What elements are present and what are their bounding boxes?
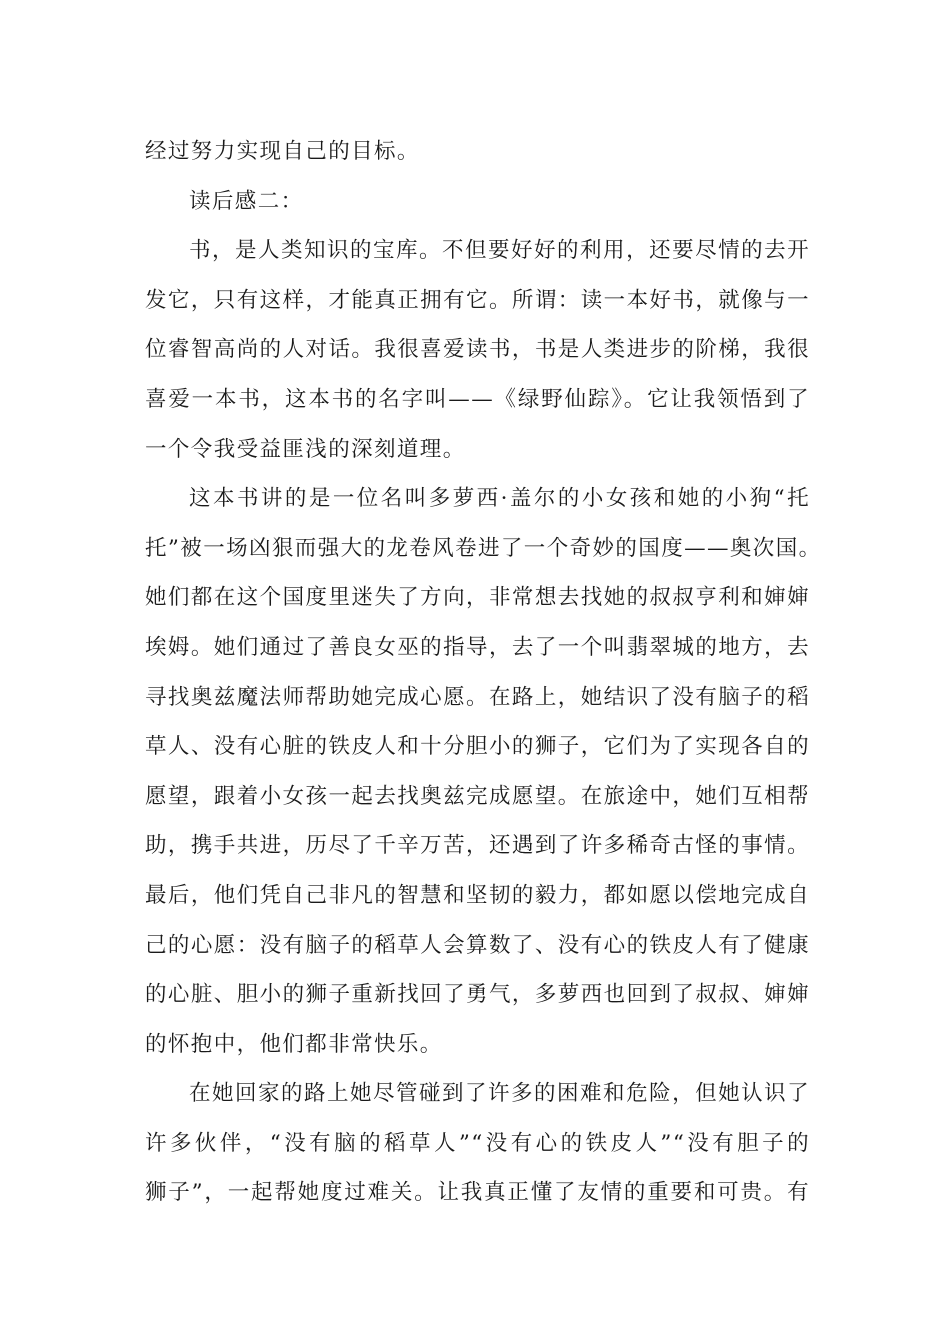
text-line: 她们都在这个国度里迷失了方向，非常想去找她的叔叔亨利和婶婶	[145, 585, 810, 611]
text-line: 这本书讲的是一位名叫多萝西·盖尔的小女孩和她的小狗“托	[189, 486, 810, 512]
text-line: 位睿智高尚的人对话。我很喜爱读书，书是人类进步的阶梯，我很	[145, 337, 810, 363]
text-line: 己的心愿：没有脑子的稻草人会算数了、没有心的铁皮人有了健康	[145, 932, 810, 958]
text-line: 读后感二：	[189, 188, 304, 214]
text-line: 托”被一场凶狠而强大的龙卷风卷进了一个奇妙的国度——奥次国。	[145, 535, 822, 561]
text-line: 一个令我受益匪浅的深刻道理。	[145, 436, 466, 462]
text-line: 最后，他们凭自己非凡的智慧和坚韧的毅力，都如愿以偿地完成自	[145, 882, 810, 908]
text-line: 的怀抱中，他们都非常快乐。	[145, 1031, 443, 1057]
text-line: 狮子”，一起帮她度过难关。让我真正懂了友情的重要和可贵。有	[145, 1180, 810, 1206]
text-line: 寻找奥兹魔法师帮助她完成心愿。在路上，她结识了没有脑子的稻	[145, 684, 810, 710]
text-line: 书，是人类知识的宝库。不但要好好的利用，还要尽情的去开	[189, 238, 810, 264]
text-line: 许多伙伴，“没有脑的稻草人”“没有心的铁皮人”“没有胆子的	[145, 1130, 810, 1156]
text-line: 埃姆。她们通过了善良女巫的指导，去了一个叫翡翠城的地方，去	[145, 634, 810, 660]
text-line: 草人、没有心脏的铁皮人和十分胆小的狮子，它们为了实现各自的	[145, 734, 810, 760]
text-line: 愿望，跟着小女孩一起去找奥兹完成愿望。在旅途中，她们互相帮	[145, 783, 810, 809]
text-line: 经过努力实现自己的目标。	[145, 139, 420, 164]
text-line: 在她回家的路上她尽管碰到了许多的困难和危险，但她认识了	[189, 1081, 810, 1107]
text-line: 发它，只有这样，才能真正拥有它。所谓：读一本好书，就像与一	[145, 287, 810, 313]
text-line: 助，携手共进，历尽了千辛万苦，还遇到了许多稀奇古怪的事情。	[145, 833, 810, 859]
text-line: 的心脏、胆小的狮子重新找回了勇气，多萝西也回到了叔叔、婶婶	[145, 982, 810, 1008]
document-body	[145, 127, 822, 1218]
text-line: 喜爱一本书，这本书的名字叫——《绿野仙踪》。它让我领悟到了	[145, 386, 810, 412]
